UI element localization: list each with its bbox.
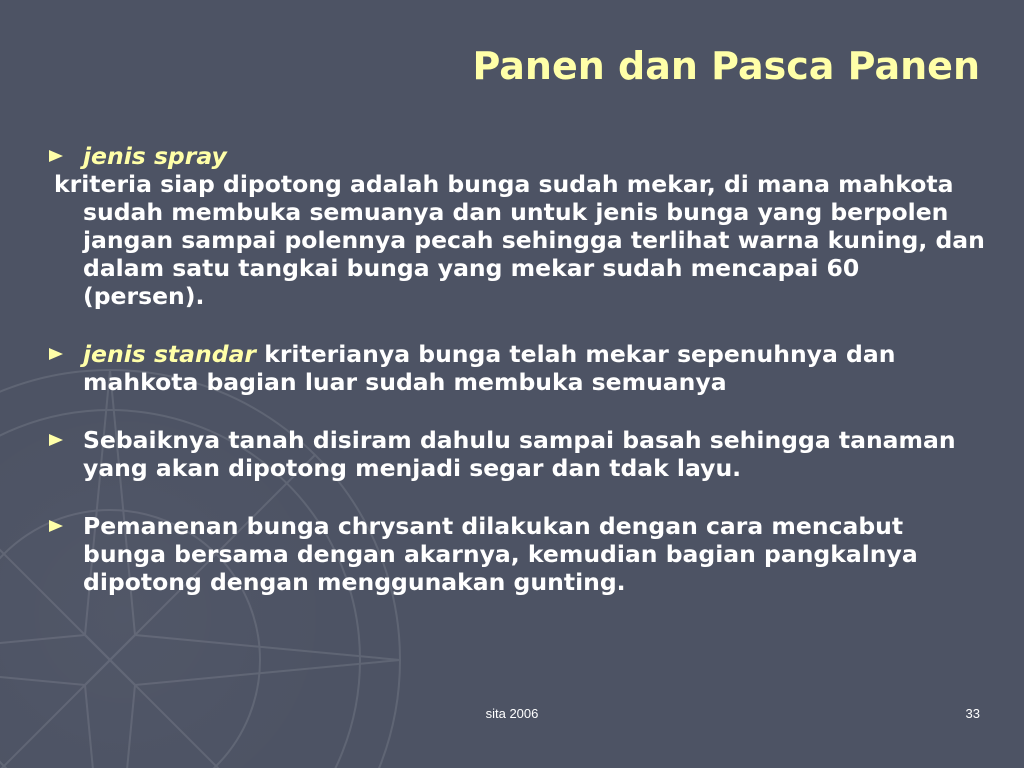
bullet-heading: jenis standar [83,340,257,368]
triangle-right-icon [48,426,68,454]
slide-content [48,142,988,596]
bullet-text: kriteria siap dipotong adalah bunga sudah mekar, di mana mahkota sudah membuka semuanya dan untuk jenis bunga yang berpolen jangan sampai polennya pecah sehingga terlihat warna kuning, dan dalam satu tangkai bunga yang mekar sudah mencapai 60 (persen). [54,170,985,310]
footer-text: sita 2006 [485,706,539,721]
triangle-right-icon [48,142,68,170]
bullet-item-jenis-standar [48,340,988,396]
bullet-heading: jenis spray [83,142,227,170]
triangle-right-icon [48,512,68,540]
bullet-text: Sebaiknya tanah disiram dahulu sampai basah sehingga tanaman yang akan dipotong menjadi segar dan tdak layu. [83,426,956,482]
bullet-description [48,170,988,310]
bullet-item-jenis-spray [48,142,988,170]
bullet-text: Pemanenan bunga chrysant dilakukan dengan cara mencabut bunga bersama dengan akarnya, kemudian bagian pangkalnya dipotong dengan menggunakan gunting. [83,512,918,596]
slide-title: Panen dan Pasca Panen [472,44,980,88]
triangle-right-icon [48,340,68,368]
bullet-item-penyiraman [48,426,988,482]
bullet-item-pemanenan [48,512,988,596]
bullet-text: kriterianya bunga telah mekar sepenuhnya dan mahkota bagian luar sudah membuka semuanya [83,340,896,396]
page-number: 33 [965,706,980,721]
